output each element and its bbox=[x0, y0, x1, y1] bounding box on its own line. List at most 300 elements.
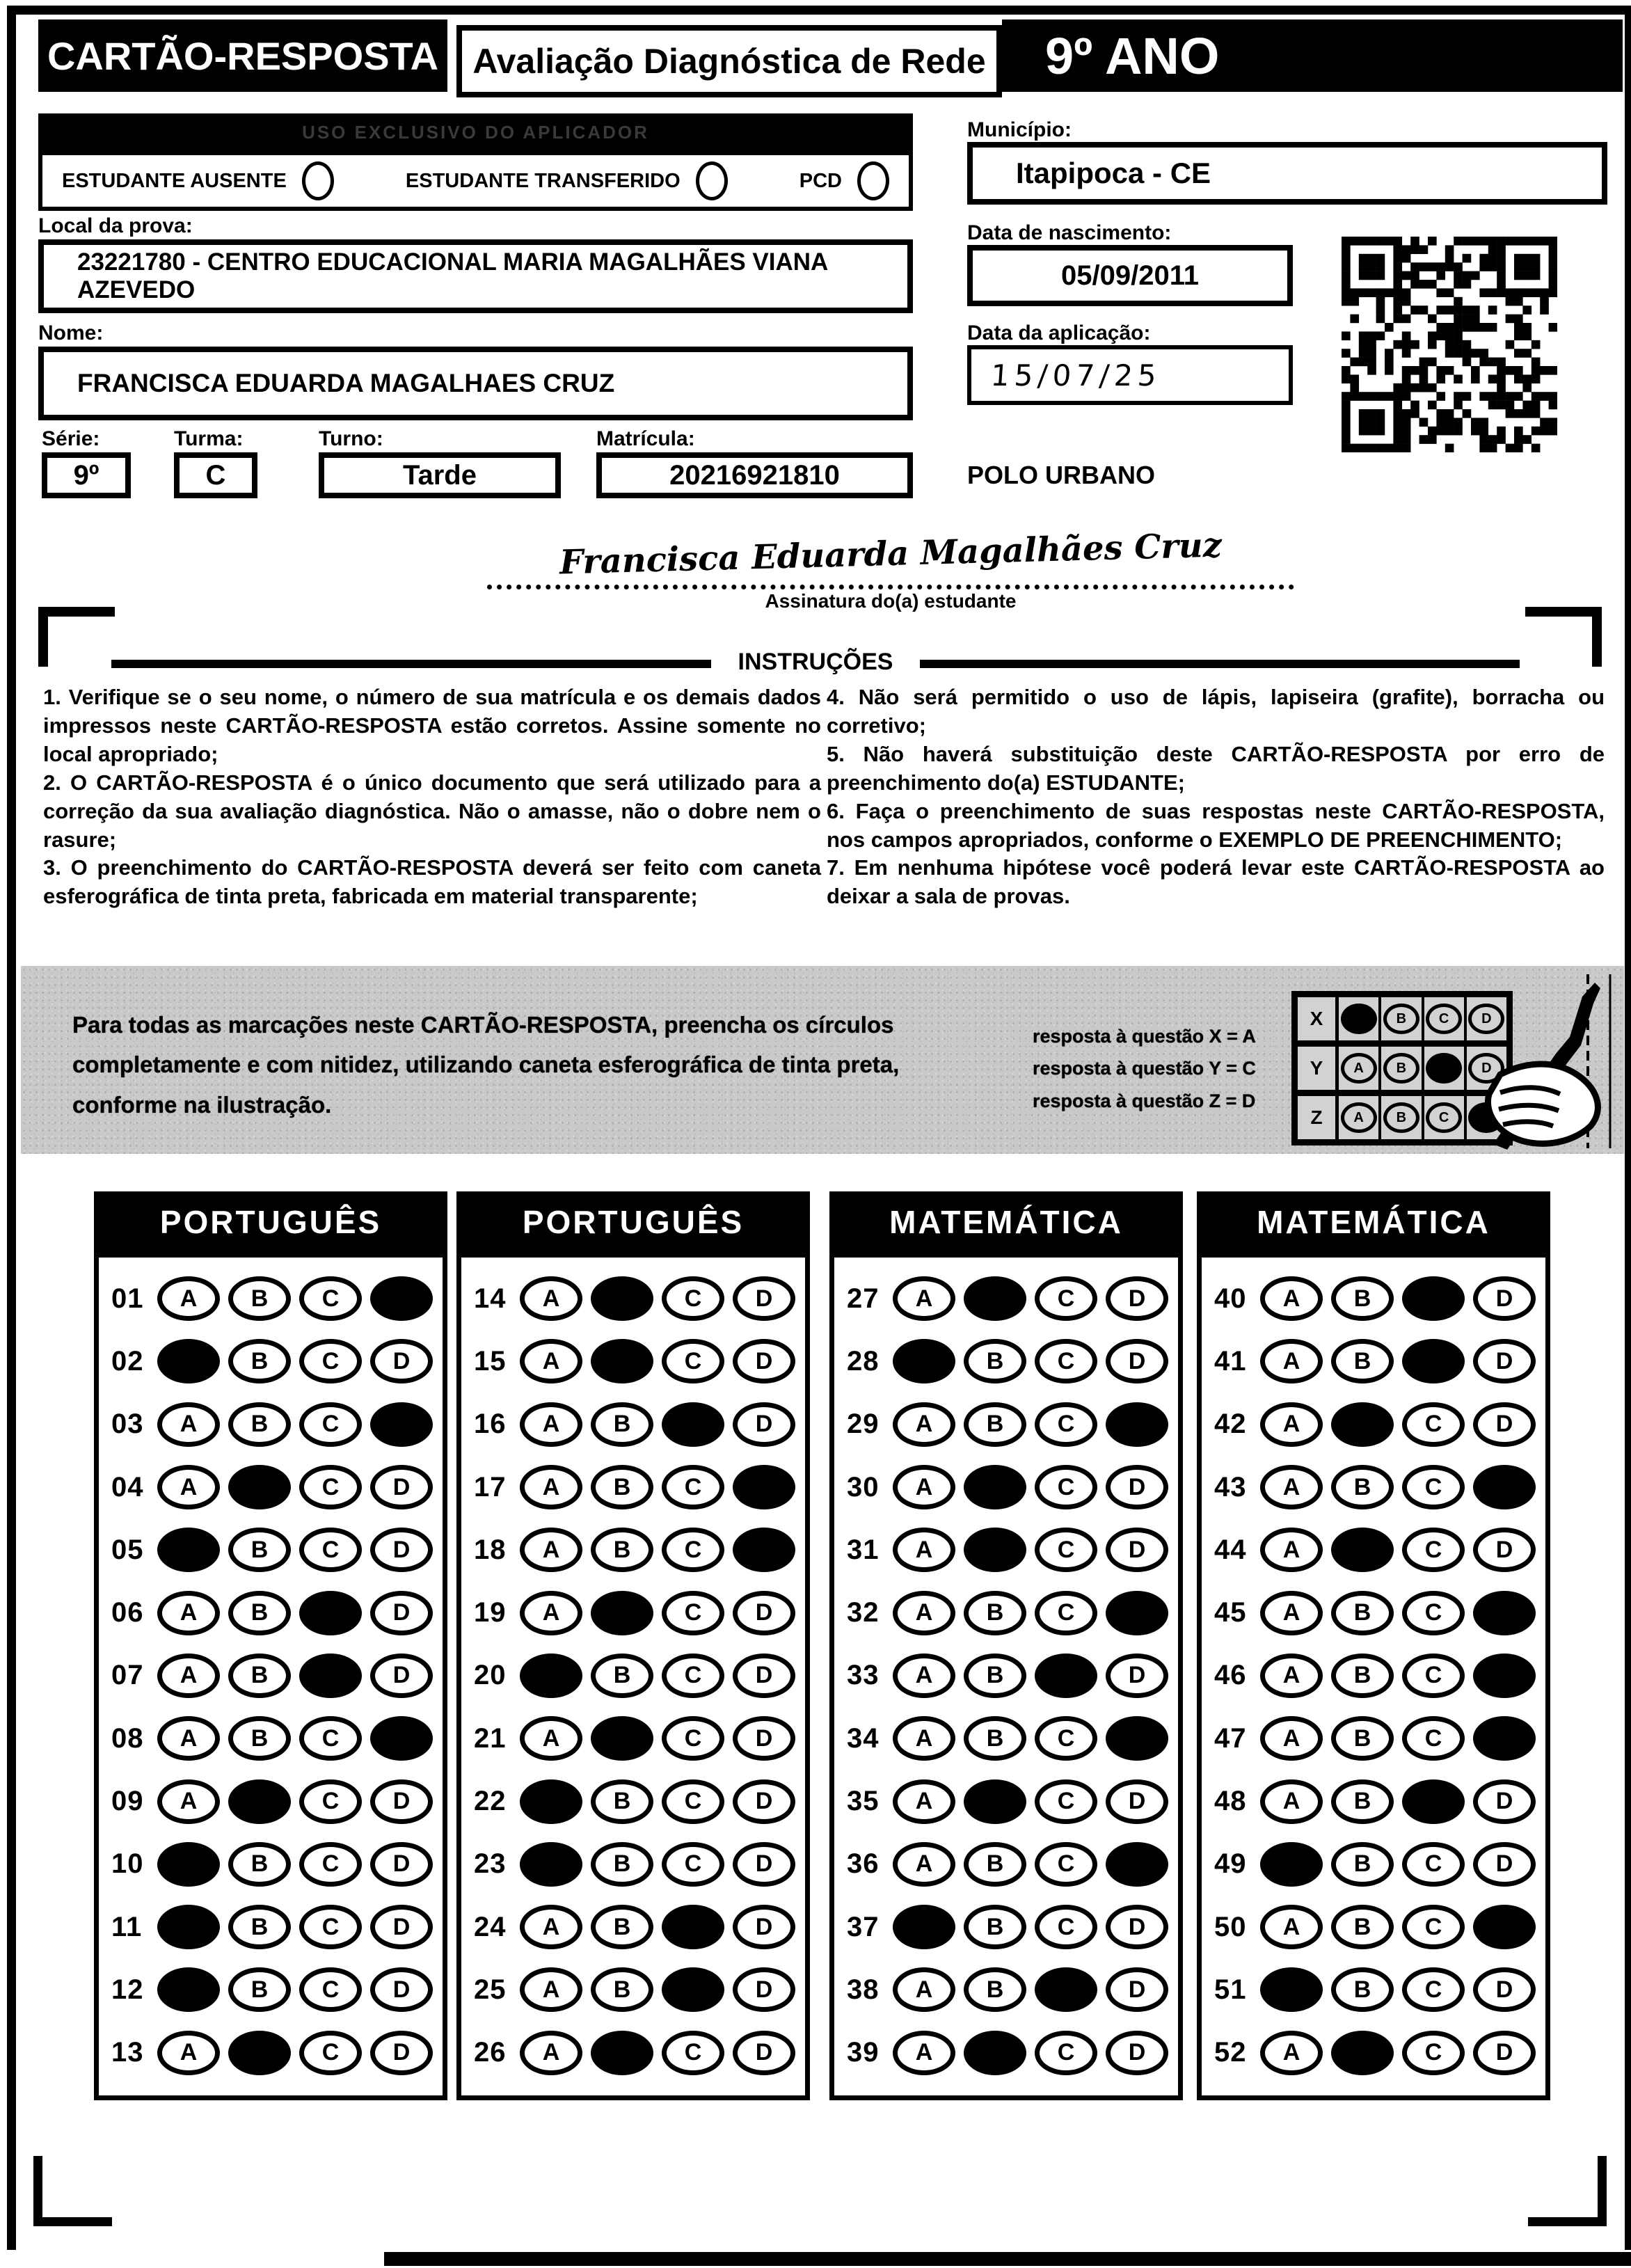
answer-bubble-q03-A[interactable]: A bbox=[157, 1402, 220, 1447]
answer-bubble-q10-C[interactable]: C bbox=[299, 1842, 362, 1887]
question-number: 52 bbox=[1214, 2037, 1247, 2068]
answer-bubble-q52-C[interactable]: C bbox=[1402, 2031, 1465, 2075]
answer-bubble-q05-A[interactable] bbox=[157, 1528, 220, 1572]
answer-bubble-q25-C[interactable] bbox=[662, 1967, 724, 2012]
question-number: 28 bbox=[847, 1345, 880, 1377]
answer-bubble-q30-A[interactable]: A bbox=[893, 1465, 955, 1509]
grade-badge: 9º ANO bbox=[1002, 19, 1623, 92]
answer-bubble-q02-B[interactable]: B bbox=[228, 1339, 291, 1383]
question-number: 30 bbox=[847, 1471, 880, 1502]
answer-bubbles-box bbox=[829, 1253, 1183, 2100]
question-number: 07 bbox=[111, 1660, 144, 1691]
answer-bubble-q21-A[interactable]: A bbox=[520, 1716, 582, 1761]
answer-bubble-q10-D[interactable]: D bbox=[370, 1842, 433, 1887]
answer-bubble-q28-C[interactable]: C bbox=[1035, 1339, 1097, 1383]
answer-bubble-q47-D[interactable] bbox=[1473, 1716, 1536, 1761]
question-number: 50 bbox=[1214, 1911, 1247, 1942]
answer-bubble-q17-A[interactable]: A bbox=[520, 1465, 582, 1509]
answer-bubble-q23-D[interactable]: D bbox=[733, 1842, 795, 1887]
answer-bubble-q39-B[interactable] bbox=[964, 2031, 1026, 2075]
answer-bubble-q37-C[interactable]: C bbox=[1035, 1905, 1097, 1949]
question-row bbox=[99, 1842, 443, 1887]
answer-bubble-q08-D[interactable] bbox=[370, 1716, 433, 1761]
serie-label: Série: bbox=[42, 427, 100, 450]
answer-bubble-q20-A[interactable] bbox=[520, 1654, 582, 1698]
answer-bubble-q45-D[interactable] bbox=[1473, 1591, 1536, 1635]
turma-value: C bbox=[174, 452, 257, 498]
question-number: 32 bbox=[847, 1597, 880, 1628]
answer-bubble-q19-B[interactable] bbox=[591, 1591, 653, 1635]
answer-bubble-q41-D[interactable]: D bbox=[1473, 1339, 1536, 1383]
answer-bubble-q05-C[interactable]: C bbox=[299, 1528, 362, 1572]
answer-bubble-q04-A[interactable]: A bbox=[157, 1465, 220, 1509]
question-number: 02 bbox=[111, 1345, 144, 1377]
answer-bubble-q45-B[interactable]: B bbox=[1331, 1591, 1394, 1635]
subject-header: MATEMÁTICA bbox=[1197, 1191, 1550, 1253]
answer-bubble-q20-D[interactable]: D bbox=[733, 1654, 795, 1698]
answer-bubbles-box bbox=[456, 1253, 810, 2100]
answer-bubble-q11-C[interactable]: C bbox=[299, 1905, 362, 1949]
question-number: 22 bbox=[474, 1786, 507, 1817]
answer-bubble-q07-C[interactable] bbox=[299, 1654, 362, 1698]
answer-bubble-q22-B[interactable]: B bbox=[591, 1779, 653, 1824]
answer-bubble-q42-D[interactable]: D bbox=[1473, 1402, 1536, 1447]
answer-bubble-q27-D[interactable]: D bbox=[1106, 1276, 1168, 1321]
answer-bubble-q37-A[interactable] bbox=[893, 1905, 955, 1949]
answer-bubble-q21-B[interactable] bbox=[591, 1716, 653, 1761]
question-number: 11 bbox=[111, 1911, 143, 1942]
answer-bubble-q22-D[interactable]: D bbox=[733, 1779, 795, 1824]
answer-bubble-q52-D[interactable]: D bbox=[1473, 2031, 1536, 2075]
answer-bubble-q45-A[interactable]: A bbox=[1260, 1591, 1323, 1635]
answer-bubble-q51-D[interactable]: D bbox=[1473, 1967, 1536, 2012]
question-row bbox=[1202, 1528, 1545, 1572]
answer-bubble-q40-D[interactable]: D bbox=[1473, 1276, 1536, 1321]
answer-bubble-q18-C[interactable]: C bbox=[662, 1528, 724, 1572]
answer-bubble-q24-C[interactable] bbox=[662, 1905, 724, 1949]
answer-bubble-q15-C[interactable]: C bbox=[662, 1339, 724, 1383]
answer-bubble-q49-A[interactable] bbox=[1260, 1842, 1323, 1887]
question-number: 03 bbox=[111, 1409, 144, 1440]
question-row bbox=[461, 1402, 805, 1447]
answer-bubble-q51-A[interactable] bbox=[1260, 1967, 1323, 2012]
answer-bubbles-box bbox=[94, 1253, 447, 2100]
answer-bubble-q10-A[interactable] bbox=[157, 1842, 220, 1887]
answer-bubble-q34-C[interactable]: C bbox=[1035, 1716, 1097, 1761]
answer-bubble-q23-C[interactable]: C bbox=[662, 1842, 724, 1887]
example-cell bbox=[1339, 1047, 1381, 1090]
answer-bubble-q18-D[interactable] bbox=[733, 1528, 795, 1572]
question-row bbox=[461, 1905, 805, 1949]
question-row bbox=[834, 1842, 1178, 1887]
question-number: 40 bbox=[1214, 1283, 1247, 1314]
answer-bubble-q29-A[interactable]: A bbox=[893, 1402, 955, 1447]
answer-bubble-q32-D[interactable] bbox=[1106, 1591, 1168, 1635]
answer-bubble-q37-D[interactable]: D bbox=[1106, 1905, 1168, 1949]
answer-bubble-q30-C[interactable]: C bbox=[1035, 1465, 1097, 1509]
answer-bubble-q48-C[interactable] bbox=[1402, 1779, 1465, 1824]
answer-bubble-q39-D[interactable]: D bbox=[1106, 2031, 1168, 2075]
status-bubble-pcd[interactable] bbox=[857, 161, 889, 200]
signature-dotted-line bbox=[487, 547, 1294, 589]
answer-bubble-q31-D[interactable]: D bbox=[1106, 1528, 1168, 1572]
answer-bubble-q41-C[interactable] bbox=[1402, 1339, 1465, 1383]
answer-bubble-q47-A[interactable]: A bbox=[1260, 1716, 1323, 1761]
answer-bubble-q48-A[interactable]: A bbox=[1260, 1779, 1323, 1824]
answer-bubble-q27-C[interactable]: C bbox=[1035, 1276, 1097, 1321]
answer-bubble-q33-A[interactable]: A bbox=[893, 1654, 955, 1698]
answer-bubble-q40-B[interactable]: B bbox=[1331, 1276, 1394, 1321]
question-number: 44 bbox=[1214, 1534, 1247, 1565]
answer-column-1 bbox=[94, 1191, 447, 2100]
answer-bubble-q10-B[interactable]: B bbox=[228, 1842, 291, 1887]
answer-bubble-q29-B[interactable]: B bbox=[964, 1402, 1026, 1447]
answer-bubble-q06-D[interactable]: D bbox=[370, 1591, 433, 1635]
answer-bubble-q12-D[interactable]: D bbox=[370, 1967, 433, 2012]
answer-bubble-q14-D[interactable]: D bbox=[733, 1276, 795, 1321]
data-aplicacao-handwritten-value: 15/07/25 bbox=[989, 358, 1163, 392]
subject-header: PORTUGUÊS bbox=[456, 1191, 810, 1253]
answer-bubble-q05-B[interactable]: B bbox=[228, 1528, 291, 1572]
assessment-title: Avaliação Diagnóstica de Rede bbox=[456, 25, 1002, 97]
instructions-corner-mark-right bbox=[1525, 607, 1602, 667]
answer-bubble-q50-C[interactable]: C bbox=[1402, 1905, 1465, 1949]
answer-bubble-q38-D[interactable]: D bbox=[1106, 1967, 1168, 2012]
answer-bubble-q15-B[interactable] bbox=[591, 1339, 653, 1383]
answer-bubble-q02-D[interactable]: D bbox=[370, 1339, 433, 1383]
answer-bubble-q18-A[interactable]: A bbox=[520, 1528, 582, 1572]
answer-bubble-q13-D[interactable]: D bbox=[370, 2031, 433, 2075]
answer-bubble-q17-D[interactable] bbox=[733, 1465, 795, 1509]
answer-bubble-q42-A[interactable]: A bbox=[1260, 1402, 1323, 1447]
question-number: 26 bbox=[474, 2037, 507, 2068]
answer-bubble-q23-A[interactable] bbox=[520, 1842, 582, 1887]
instructions-rule-right bbox=[920, 660, 1520, 668]
answer-bubble-q45-C[interactable]: C bbox=[1402, 1591, 1465, 1635]
question-row bbox=[1202, 1716, 1545, 1761]
answer-bubble-q29-D[interactable] bbox=[1106, 1402, 1168, 1447]
answer-bubble-q51-B[interactable]: B bbox=[1331, 1967, 1394, 2012]
answer-bubble-q33-B[interactable]: B bbox=[964, 1654, 1026, 1698]
answer-bubble-q07-B[interactable]: B bbox=[228, 1654, 291, 1698]
answer-bubble-q09-B[interactable] bbox=[228, 1779, 291, 1824]
example-bubble-Y-B: B bbox=[1383, 1053, 1419, 1084]
answer-bubble-q03-D[interactable] bbox=[370, 1402, 433, 1447]
answer-bubble-q31-A[interactable]: A bbox=[893, 1528, 955, 1572]
answer-bubble-q28-A[interactable] bbox=[893, 1339, 955, 1383]
answer-bubble-q43-A[interactable]: A bbox=[1260, 1465, 1323, 1509]
answer-bubble-q52-A[interactable]: A bbox=[1260, 2031, 1323, 2075]
answer-bubble-q02-C[interactable]: C bbox=[299, 1339, 362, 1383]
answer-bubble-q22-A[interactable] bbox=[520, 1779, 582, 1824]
answer-bubble-q46-A[interactable]: A bbox=[1260, 1654, 1323, 1698]
answer-bubble-q26-A[interactable]: A bbox=[520, 2031, 582, 2075]
question-row bbox=[834, 1276, 1178, 1321]
answer-bubble-q12-A[interactable] bbox=[157, 1967, 220, 2012]
answer-bubble-q49-D[interactable]: D bbox=[1473, 1842, 1536, 1887]
answer-bubble-q35-D[interactable]: D bbox=[1106, 1779, 1168, 1824]
answer-bubble-q40-C[interactable] bbox=[1402, 1276, 1465, 1321]
answer-bubble-q13-C[interactable]: C bbox=[299, 2031, 362, 2075]
answer-bubble-q12-B[interactable]: B bbox=[228, 1967, 291, 2012]
answer-bubble-q35-A[interactable]: A bbox=[893, 1779, 955, 1824]
answer-bubble-q50-A[interactable]: A bbox=[1260, 1905, 1323, 1949]
fill-example-text: Para todas as marcações neste CARTÃO-RESPOSTA, preencha os círculos completamente e com nitidez, utilizando caneta esferográfica de tinta preta, conforme na ilustração. bbox=[72, 1012, 900, 1118]
qr-code bbox=[1342, 237, 1557, 452]
answer-bubble-q16-A[interactable]: A bbox=[520, 1402, 582, 1447]
answer-bubble-q01-A[interactable]: A bbox=[157, 1276, 220, 1321]
question-row bbox=[834, 1528, 1178, 1572]
question-row bbox=[1202, 1905, 1545, 1949]
student-status-box bbox=[38, 151, 913, 211]
answer-bubble-q28-D[interactable]: D bbox=[1106, 1339, 1168, 1383]
answer-bubble-q32-C[interactable]: C bbox=[1035, 1591, 1097, 1635]
answer-bubble-q25-A[interactable]: A bbox=[520, 1967, 582, 2012]
question-number: 25 bbox=[474, 1974, 507, 2005]
answer-bubble-q33-C[interactable] bbox=[1035, 1654, 1097, 1698]
answer-bubble-q35-C[interactable]: C bbox=[1035, 1779, 1097, 1824]
answer-bubble-q36-C[interactable]: C bbox=[1035, 1842, 1097, 1887]
example-bubble-X-A bbox=[1341, 1004, 1377, 1034]
answer-bubble-q41-A[interactable]: A bbox=[1260, 1339, 1323, 1383]
answer-bubble-q19-D[interactable]: D bbox=[733, 1591, 795, 1635]
answer-bubble-q14-A[interactable]: A bbox=[520, 1276, 582, 1321]
answer-bubble-q36-A[interactable]: A bbox=[893, 1842, 955, 1887]
question-number: 04 bbox=[111, 1471, 144, 1502]
question-number: 38 bbox=[847, 1974, 880, 2005]
answer-bubble-q29-C[interactable]: C bbox=[1035, 1402, 1097, 1447]
answer-bubble-q36-D[interactable] bbox=[1106, 1842, 1168, 1887]
answer-bubble-q40-A[interactable]: A bbox=[1260, 1276, 1323, 1321]
answer-bubble-q14-B[interactable] bbox=[591, 1276, 653, 1321]
answer-bubble-q49-B[interactable]: B bbox=[1331, 1842, 1394, 1887]
instruction-item: 1. Verifique se o seu nome, o número de sua matrícula e os demais dados impressos neste CARTÃO-RESPOSTA estão corretos. Assine somente no local apropriado; bbox=[43, 685, 821, 766]
answer-bubble-q43-C[interactable]: C bbox=[1402, 1465, 1465, 1509]
answer-bubbles-box bbox=[1197, 1253, 1550, 2100]
answer-bubble-q46-C[interactable]: C bbox=[1402, 1654, 1465, 1698]
answer-bubble-q01-C[interactable]: C bbox=[299, 1276, 362, 1321]
answer-bubble-q15-A[interactable]: A bbox=[520, 1339, 582, 1383]
answer-bubble-q09-D[interactable]: D bbox=[370, 1779, 433, 1824]
answer-bubble-q03-B[interactable]: B bbox=[228, 1402, 291, 1447]
answer-bubble-q38-A[interactable]: A bbox=[893, 1967, 955, 2012]
answer-bubble-q14-C[interactable]: C bbox=[662, 1276, 724, 1321]
data-nascimento-value: 05/09/2011 bbox=[967, 245, 1293, 306]
question-row bbox=[461, 1779, 805, 1824]
answer-bubble-q26-C[interactable]: C bbox=[662, 2031, 724, 2075]
answer-bubble-q03-C[interactable]: C bbox=[299, 1402, 362, 1447]
question-row bbox=[1202, 1591, 1545, 1635]
bottom-right-crop-mark bbox=[1528, 2156, 1607, 2226]
answer-bubble-q13-A[interactable]: A bbox=[157, 2031, 220, 2075]
answer-bubble-q35-B[interactable] bbox=[964, 1779, 1026, 1824]
answer-bubble-q12-C[interactable]: C bbox=[299, 1967, 362, 2012]
answer-bubble-q23-B[interactable]: B bbox=[591, 1842, 653, 1887]
answer-bubble-q11-D[interactable]: D bbox=[370, 1905, 433, 1949]
answer-bubble-q24-D[interactable]: D bbox=[733, 1905, 795, 1949]
answer-bubble-q16-C[interactable] bbox=[662, 1402, 724, 1447]
question-number: 19 bbox=[474, 1597, 507, 1628]
answer-bubble-q38-C[interactable] bbox=[1035, 1967, 1097, 2012]
answer-bubble-q44-B[interactable] bbox=[1331, 1528, 1394, 1572]
answer-bubble-q15-D[interactable]: D bbox=[733, 1339, 795, 1383]
answer-bubble-q32-B[interactable]: B bbox=[964, 1591, 1026, 1635]
answer-bubble-q27-A[interactable]: A bbox=[893, 1276, 955, 1321]
question-number: 41 bbox=[1214, 1345, 1247, 1377]
answer-bubble-q47-B[interactable]: B bbox=[1331, 1716, 1394, 1761]
instruction-item: 2. O CARTÃO-RESPOSTA é o único documento que será utilizado para a correção da sua avaliação diagnóstica. Não o amasse, não o dobre nem o rasure; bbox=[43, 770, 821, 852]
answer-bubble-q43-D[interactable] bbox=[1473, 1465, 1536, 1509]
answer-bubble-q11-B[interactable]: B bbox=[228, 1905, 291, 1949]
answer-bubble-q08-B[interactable]: B bbox=[228, 1716, 291, 1761]
answer-bubble-q48-B[interactable]: B bbox=[1331, 1779, 1394, 1824]
answer-bubble-q01-B[interactable]: B bbox=[228, 1276, 291, 1321]
answer-bubble-q17-B[interactable]: B bbox=[591, 1465, 653, 1509]
answer-bubble-q42-C[interactable]: C bbox=[1402, 1402, 1465, 1447]
answer-bubble-q26-B[interactable] bbox=[591, 2031, 653, 2075]
example-cell bbox=[1381, 997, 1424, 1040]
answer-bubble-q31-B[interactable] bbox=[964, 1528, 1026, 1572]
answer-bubble-q26-D[interactable]: D bbox=[733, 2031, 795, 2075]
answer-bubble-q49-C[interactable]: C bbox=[1402, 1842, 1465, 1887]
answer-bubble-q25-B[interactable]: B bbox=[591, 1967, 653, 2012]
answer-bubble-q04-B[interactable] bbox=[228, 1465, 291, 1509]
answer-bubble-q04-C[interactable]: C bbox=[299, 1465, 362, 1509]
answer-bubble-q07-D[interactable]: D bbox=[370, 1654, 433, 1698]
question-row bbox=[1202, 1402, 1545, 1447]
question-number: 35 bbox=[847, 1786, 880, 1817]
answer-bubble-q46-B[interactable]: B bbox=[1331, 1654, 1394, 1698]
answer-bubble-q30-B[interactable] bbox=[964, 1465, 1026, 1509]
answer-bubble-q08-A[interactable]: A bbox=[157, 1716, 220, 1761]
question-row bbox=[461, 1339, 805, 1383]
answer-bubble-q34-B[interactable]: B bbox=[964, 1716, 1026, 1761]
answer-bubble-q16-D[interactable]: D bbox=[733, 1402, 795, 1447]
example-row-label: Z bbox=[1298, 1096, 1339, 1139]
answer-bubble-q20-B[interactable]: B bbox=[591, 1654, 653, 1698]
answer-bubble-q18-B[interactable]: B bbox=[591, 1528, 653, 1572]
answer-bubble-q31-C[interactable]: C bbox=[1035, 1528, 1097, 1572]
turno-label: Turno: bbox=[319, 427, 383, 450]
answer-bubble-q44-A[interactable]: A bbox=[1260, 1528, 1323, 1572]
question-row bbox=[834, 2031, 1178, 2075]
question-number: 14 bbox=[474, 1283, 507, 1314]
answer-bubble-q34-D[interactable] bbox=[1106, 1716, 1168, 1761]
answer-bubble-q30-D[interactable]: D bbox=[1106, 1465, 1168, 1509]
answer-bubble-q48-D[interactable]: D bbox=[1473, 1779, 1536, 1824]
answer-bubble-q24-A[interactable]: A bbox=[520, 1905, 582, 1949]
answer-bubble-q19-A[interactable]: A bbox=[520, 1591, 582, 1635]
example-legend-line: resposta à questão Y = C bbox=[1033, 1058, 1256, 1079]
answer-bubble-q06-A[interactable]: A bbox=[157, 1591, 220, 1635]
example-bubble-Z-A: A bbox=[1341, 1102, 1377, 1133]
answer-bubble-q21-D[interactable]: D bbox=[733, 1716, 795, 1761]
answer-bubble-q16-B[interactable]: B bbox=[591, 1402, 653, 1447]
answer-bubble-q09-C[interactable]: C bbox=[299, 1779, 362, 1824]
answer-bubble-q42-B[interactable] bbox=[1331, 1402, 1394, 1447]
answer-bubble-q39-A[interactable]: A bbox=[893, 2031, 955, 2075]
status-bubble-estudante-ausente[interactable] bbox=[302, 161, 334, 200]
answer-bubble-q27-B[interactable] bbox=[964, 1276, 1026, 1321]
answer-bubble-q32-A[interactable]: A bbox=[893, 1591, 955, 1635]
answer-bubble-q46-D[interactable] bbox=[1473, 1654, 1536, 1698]
question-number: 49 bbox=[1214, 1848, 1247, 1880]
example-bubble-X-D: D bbox=[1468, 1004, 1504, 1034]
answer-bubble-q39-C[interactable]: C bbox=[1035, 2031, 1097, 2075]
question-number: 31 bbox=[847, 1534, 880, 1565]
answer-bubble-q28-B[interactable]: B bbox=[964, 1339, 1026, 1383]
answer-bubble-q50-B[interactable]: B bbox=[1331, 1905, 1394, 1949]
answer-bubble-q21-C[interactable]: C bbox=[662, 1716, 724, 1761]
example-row-label: X bbox=[1298, 997, 1339, 1040]
question-row bbox=[99, 1339, 443, 1383]
answer-bubble-q09-A[interactable]: A bbox=[157, 1779, 220, 1824]
answer-bubble-q24-B[interactable]: B bbox=[591, 1905, 653, 1949]
question-row bbox=[1202, 1842, 1545, 1887]
question-row bbox=[461, 1842, 805, 1887]
instructions-corner-mark-left bbox=[38, 607, 115, 667]
answer-bubble-q20-C[interactable]: C bbox=[662, 1654, 724, 1698]
answer-bubble-q05-D[interactable]: D bbox=[370, 1528, 433, 1572]
status-option-label: ESTUDANTE TRANSFERIDO bbox=[405, 169, 681, 192]
answer-bubble-q25-D[interactable]: D bbox=[733, 1967, 795, 2012]
applicator-use-bar: USO EXCLUSIVO DO APLICADOR bbox=[38, 113, 913, 151]
answer-bubble-q22-C[interactable]: C bbox=[662, 1779, 724, 1824]
example-bubble-Z-B: B bbox=[1383, 1102, 1419, 1133]
question-number: 12 bbox=[111, 1974, 144, 2005]
answer-bubble-q11-A[interactable] bbox=[157, 1905, 220, 1949]
answer-bubble-q08-C[interactable]: C bbox=[299, 1716, 362, 1761]
answer-bubble-q47-C[interactable]: C bbox=[1402, 1716, 1465, 1761]
answer-bubble-q13-B[interactable] bbox=[228, 2031, 291, 2075]
answer-bubble-q50-D[interactable] bbox=[1473, 1905, 1536, 1949]
question-number: 23 bbox=[474, 1848, 507, 1880]
answer-bubble-q17-C[interactable]: C bbox=[662, 1465, 724, 1509]
answer-bubble-q52-B[interactable] bbox=[1331, 2031, 1394, 2075]
answer-bubble-q19-C[interactable]: C bbox=[662, 1591, 724, 1635]
answer-bubble-q37-B[interactable]: B bbox=[964, 1905, 1026, 1949]
answer-bubble-q06-C[interactable] bbox=[299, 1591, 362, 1635]
status-option-pcd bbox=[799, 161, 889, 200]
answer-bubble-q43-B[interactable]: B bbox=[1331, 1465, 1394, 1509]
student-signature: Francisca Eduarda Magalhães Cruz bbox=[559, 525, 1223, 582]
answer-bubble-q38-B[interactable]: B bbox=[964, 1967, 1026, 2012]
question-number: 08 bbox=[111, 1722, 144, 1754]
answer-bubble-q41-B[interactable]: B bbox=[1331, 1339, 1394, 1383]
answer-bubble-q33-D[interactable]: D bbox=[1106, 1654, 1168, 1698]
answer-bubble-q01-D[interactable] bbox=[370, 1276, 433, 1321]
answer-bubble-q06-B[interactable]: B bbox=[228, 1591, 291, 1635]
answer-bubble-q07-A[interactable]: A bbox=[157, 1654, 220, 1698]
question-number: 29 bbox=[847, 1409, 880, 1440]
question-number: 37 bbox=[847, 1911, 880, 1942]
answer-bubble-q34-A[interactable]: A bbox=[893, 1716, 955, 1761]
status-option-estudante-transferido bbox=[406, 161, 728, 200]
answer-column-3 bbox=[829, 1191, 1183, 2100]
example-cell bbox=[1381, 1096, 1424, 1139]
answer-bubble-q36-B[interactable]: B bbox=[964, 1842, 1026, 1887]
question-number: 33 bbox=[847, 1660, 880, 1691]
example-cell bbox=[1339, 1096, 1381, 1139]
answer-bubble-q51-C[interactable]: C bbox=[1402, 1967, 1465, 2012]
status-bubble-estudante-transferido[interactable] bbox=[696, 161, 728, 200]
answer-bubble-q04-D[interactable]: D bbox=[370, 1465, 433, 1509]
answer-bubble-q02-A[interactable] bbox=[157, 1339, 220, 1383]
question-row bbox=[461, 1465, 805, 1509]
answer-bubble-q44-D[interactable]: D bbox=[1473, 1528, 1536, 1572]
answer-bubble-q44-C[interactable]: C bbox=[1402, 1528, 1465, 1572]
hand-icon bbox=[1488, 1064, 1598, 1143]
